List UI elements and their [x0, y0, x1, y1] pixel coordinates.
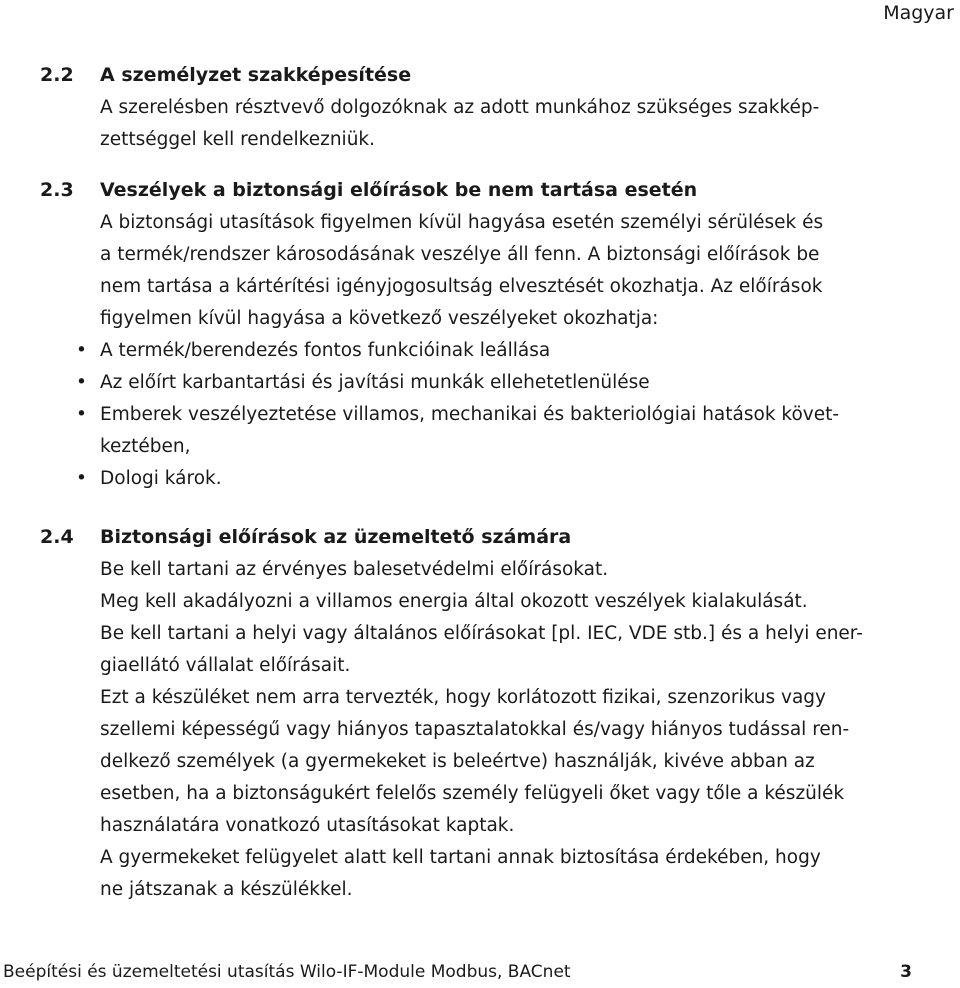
- paragraph-line: delkező személyek (a gyermekeket is beleértve) használják, kivéve abban az: [100, 751, 815, 772]
- paragraph-line: Be kell tartani az érvényes balesetvédelmi előírásokat.: [100, 559, 609, 580]
- bullet-text: A termék/berendezés fontos funkcióinak leállása: [100, 340, 551, 361]
- bullet-text: Dologi károk.: [100, 468, 222, 489]
- section-2-3-number: 2.3: [40, 179, 74, 201]
- section-2-4-title: Biztonsági előírások az üzemeltető számára: [100, 526, 572, 548]
- paragraph-line: A gyermekeket felügyelet alatt kell tartani annak biztosítása érdekében, hogy: [100, 847, 821, 868]
- section-2-4-body: [100, 554, 940, 906]
- section-2-3-title: Veszélyek a biztonsági előírások be nem tartása esetén: [100, 179, 698, 201]
- bullet-item: [76, 367, 940, 399]
- section-2-2-number: 2.2: [40, 64, 74, 86]
- bullet-icon: •: [76, 404, 87, 425]
- paragraph-line: figyelmen kívül hagyása a következő veszélyeket okozhatja:: [100, 308, 659, 329]
- section-2-4-number: 2.4: [40, 526, 74, 548]
- paragraph-line: esetben, ha a biztonságukért felelős személy felügyeli őket vagy tőle a készülék: [100, 783, 845, 804]
- language-label: Magyar: [883, 2, 954, 24]
- bullet-item-continuation: keztében,: [100, 436, 191, 457]
- bullet-text: Az előírt karbantartási és javítási munkák ellehetetlenülése: [100, 372, 650, 393]
- paragraph-line: nem tartása a kártérítési igényjogosultság elvesztését okozhatja. Az előírások: [100, 276, 823, 297]
- bullet-item: [76, 463, 940, 495]
- footer-page-number: 3: [900, 962, 912, 982]
- paragraph-line: Be kell tartani a helyi vagy általános előírásokat [pl. IEC, VDE stb.] és a helyi ener-: [100, 623, 863, 644]
- footer-document-title: Beépítési és üzemeltetési utasítás Wilo-IF-Module Modbus, BACnet: [3, 962, 571, 982]
- paragraph-line: szellemi képességű vagy hiányos tapasztalatokkal és/vagy hiányos tudással ren-: [100, 719, 850, 740]
- paragraph-line: zettséggel kell rendelkezniük.: [100, 129, 376, 150]
- paragraph-line: giaellátó vállalat előírásait.: [100, 655, 351, 676]
- paragraph-line: használatára vonatkozó utasításokat kaptak.: [100, 815, 515, 836]
- bullet-icon: •: [76, 468, 87, 489]
- paragraph-line: Meg kell akadályozni a villamos energia által okozott veszélyek kialakulását.: [100, 591, 808, 612]
- paragraph-line: A biztonsági utasítások figyelmen kívül hagyása esetén személyi sérülések és: [100, 212, 824, 233]
- paragraph-line: ne játszanak a készülékkel.: [100, 879, 353, 900]
- bullet-item: [76, 335, 940, 367]
- section-2-2-body: [100, 92, 940, 156]
- bullet-icon: •: [76, 340, 87, 361]
- paragraph-line: Ezt a készüléket nem arra tervezték, hogy korlátozott fizikai, szenzorikus vagy: [100, 687, 826, 708]
- paragraph-line: a termék/rendszer károsodásának veszélye áll fenn. A biztonsági előírások be: [100, 244, 820, 265]
- bullet-item: [76, 399, 940, 431]
- section-2-2-title: A személyzet szakképesítése: [100, 64, 412, 86]
- bullet-icon: •: [76, 372, 87, 393]
- paragraph-line: A szerelésben résztvevő dolgozóknak az adott munkához szükséges szakkép-: [100, 97, 820, 118]
- section-2-3-body: [76, 207, 940, 495]
- bullet-text: Emberek veszélyeztetése villamos, mechanikai és bakteriológiai hatások követ-: [100, 404, 840, 425]
